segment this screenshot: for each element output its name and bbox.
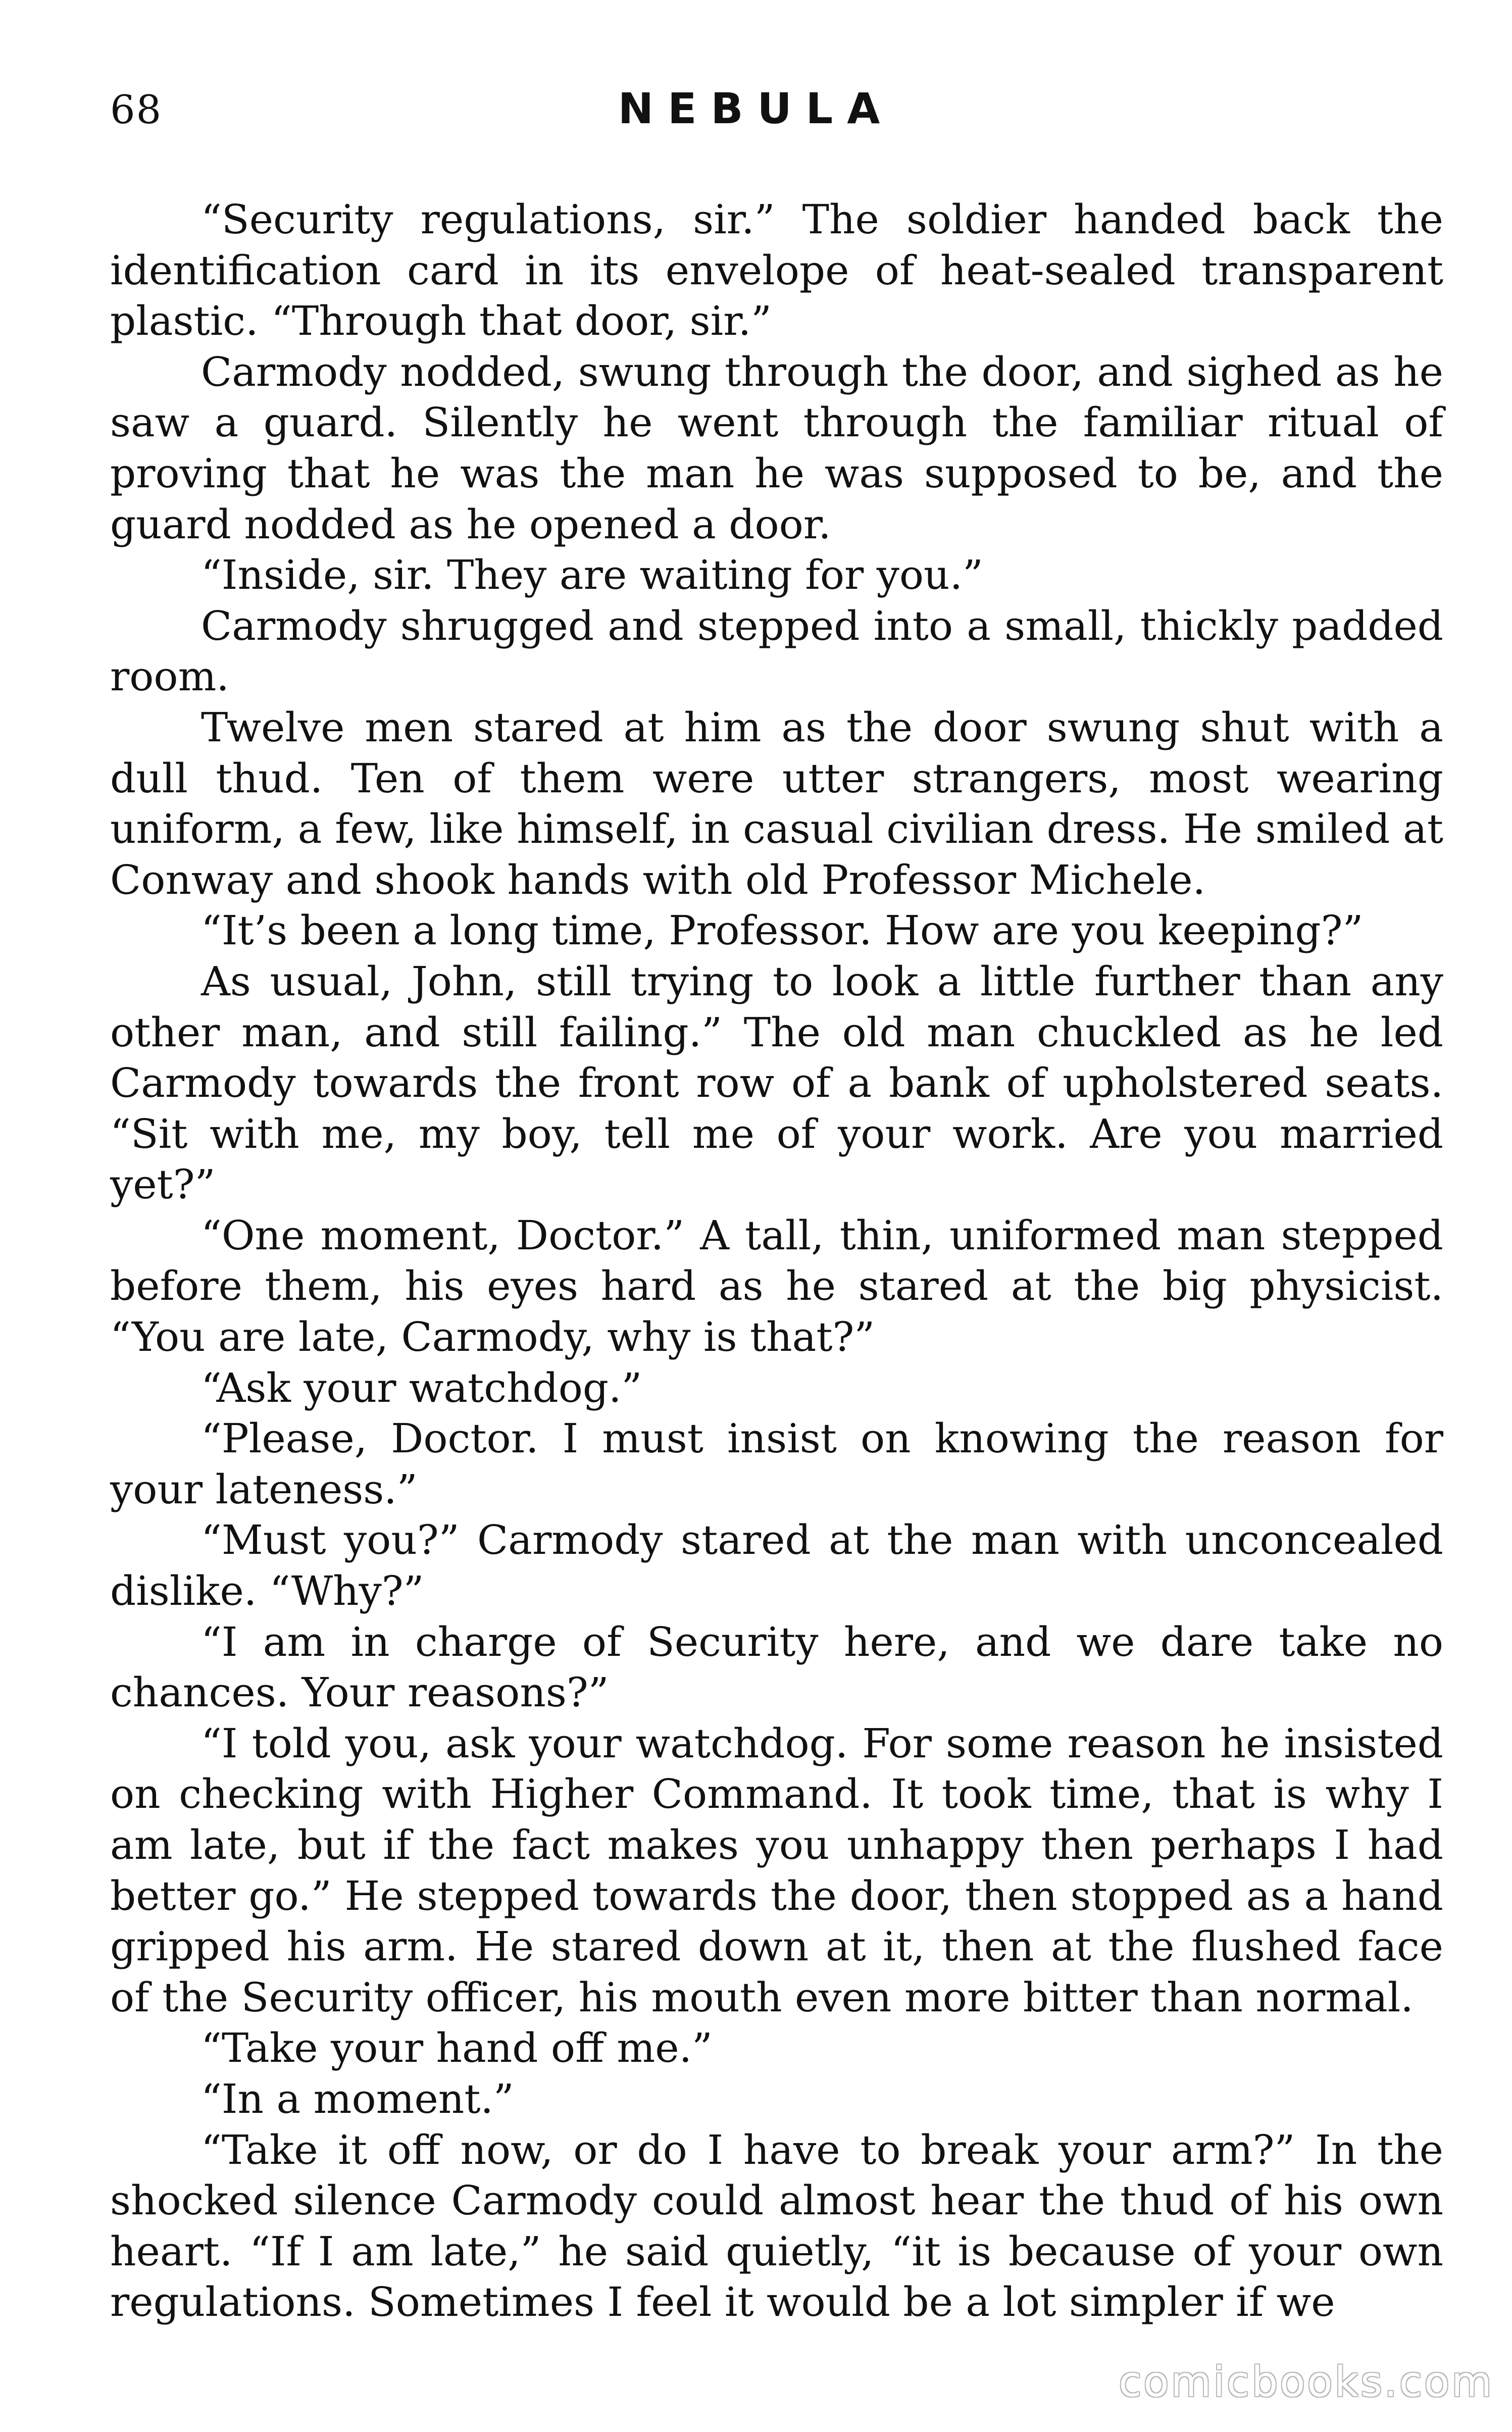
paragraph: “I am in charge of Security here, and we dare take no chances. Your reasons?” bbox=[110, 1618, 1443, 1716]
paragraph: Carmody nodded, swung through the door, and sighed as he saw a guard. Silently he went through the familiar ritual of proving that he was the man he was supposed to be, and the guard nodded as he opened a door. bbox=[110, 348, 1443, 548]
story-text bbox=[110, 194, 1443, 2328]
paragraph: “Inside, sir. They are waiting for you.” bbox=[201, 551, 983, 599]
paragraph: “It’s been a long time, Professor. How are you keeping?” bbox=[201, 907, 1364, 954]
paragraph: As usual, John, still trying to look a little further than any other man, and still failing.” The old man chuckled as he led Carmody towards the front row of a bank of upholstered seats. “Sit with me, my boy, tell me of your work. Are you married yet?” bbox=[110, 957, 1443, 1208]
paragraph: “One moment, Doctor.” A tall, thin, uniformed man stepped before them, his eyes hard as he stared at the big physicist. “You are late, Carmody, why is that?” bbox=[110, 1211, 1443, 1361]
paragraph: “Ask your watchdog.” bbox=[201, 1364, 642, 1411]
paragraph: “Take it off now, or do I have to break your arm?” In the shocked silence Carmody could almost hear the thud of his own heart. “If I am late,” he said quietly, “it is because of your own regulations. Sometimes I feel it would be a lot simpler if we bbox=[110, 2126, 1443, 2326]
paragraph: “Please, Doctor. I must insist on knowing the reason for your lateness.” bbox=[110, 1415, 1443, 1513]
paragraph: “In a moment.” bbox=[201, 2075, 514, 2122]
page-number: 68 bbox=[110, 87, 163, 133]
paragraph: Twelve men stared at him as the door swung shut with a dull thud. Ten of them were utter strangers, most wearing uniform, a few, like himself, in casual civilian dress. He smiled at Conway and shook hands with old Professor Michele. bbox=[110, 703, 1443, 903]
paragraph: “I told you, ask your watchdog. For some reason he insisted on checking with Higher Command. It took time, that is why I am late, but if the fact makes you unhappy then perhaps I had better go.” He stepped towards the door, then stopped as a hand gripped his arm. He stared down at it, then at the flushed face of the Security officer, his mouth even more bitter than normal. bbox=[110, 1719, 1443, 2021]
source-watermark: comicbooks.com bbox=[1119, 2358, 1494, 2406]
paragraph: “Take your hand off me.” bbox=[201, 2024, 713, 2072]
paragraph: “Must you?” Carmody stared at the man with unconcealed dislike. “Why?” bbox=[110, 1516, 1443, 1615]
paragraph: Carmody shrugged and stepped into a small, thickly padded room. bbox=[110, 602, 1443, 700]
paragraph: “Security regulations, sir.” The soldier handed back the identification card in its envelope of heat-sealed transparent plastic. “Through that door, sir.” bbox=[110, 196, 1443, 345]
running-title: NEBULA bbox=[618, 84, 894, 133]
